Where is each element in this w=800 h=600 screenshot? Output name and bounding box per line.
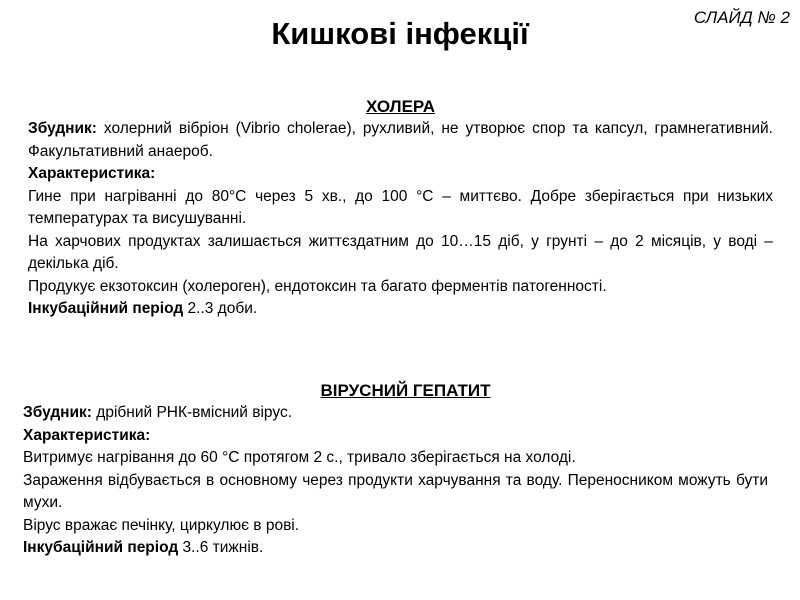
cholera-char-line-1: Гине при нагріванні до 80°С через 5 хв., до 100 °С – миттєво. Добре зберігається при низьких температурах та висушуванні. [28,187,773,227]
page-title: Кишкові інфекції [271,16,529,51]
hepatitis-incubation-value: 3..6 тижнів. [178,539,264,556]
hepatitis-characteristic-label: Характеристика: [23,426,151,444]
slide-number: СЛАЙД № 2 [693,8,790,27]
hepatitis-char-line-1: Витримує нагрівання до 60 °С протягом 2 с., тривало зберігається на холоді. [23,449,576,466]
cholera-heading: ХОЛЕРА [365,97,436,116]
cholera-char-line-3: Продукує екзотоксин (холероген), ендотоксин та багато ферментів патогенності. [28,277,607,295]
cholera-incubation-label: Інкубаційний період [28,300,184,317]
hepatitis-pathogen [23,402,768,425]
cholera-incubation-value: 2..3 доби. [183,300,258,317]
hepatitis-pathogen-label: Збудник: [23,404,92,421]
hepatitis-char-line-3: Вірус вражає печінку, циркулює в рові. [23,516,300,534]
hepatitis-incubation-label: Інкубаційний період [23,539,179,556]
cholera-characteristic-label: Характеристика: [28,165,156,182]
cholera-section [28,96,773,321]
cholera-pathogen [28,118,773,163]
hepatitis-incubation [23,537,768,560]
hepatitis-pathogen-text: дрібний РНК-вмісний вірус. [91,404,293,421]
hepatitis-heading: ВІРУСНИЙ ГЕПАТИТ [320,381,491,400]
cholera-char-line-2: На харчових продуктах залишається життєздатним до 10…15 діб, у грунті – до 2 місяців, у воді – декілька діб. [28,232,773,272]
cholera-incubation [28,298,773,321]
hepatitis-section [23,380,768,560]
hepatitis-char-line-2: Зараження відбувається в основному через продукти харчування та воду. Переносником можуть бути мухи. [23,471,768,511]
cholera-pathogen-label: Збудник: [28,120,97,137]
cholera-pathogen-text: холерний вібріон (Vibrio cholerae), рухливий, не утворює спор та капсул, грамнегативний. Факультативний анаероб. [28,120,773,160]
